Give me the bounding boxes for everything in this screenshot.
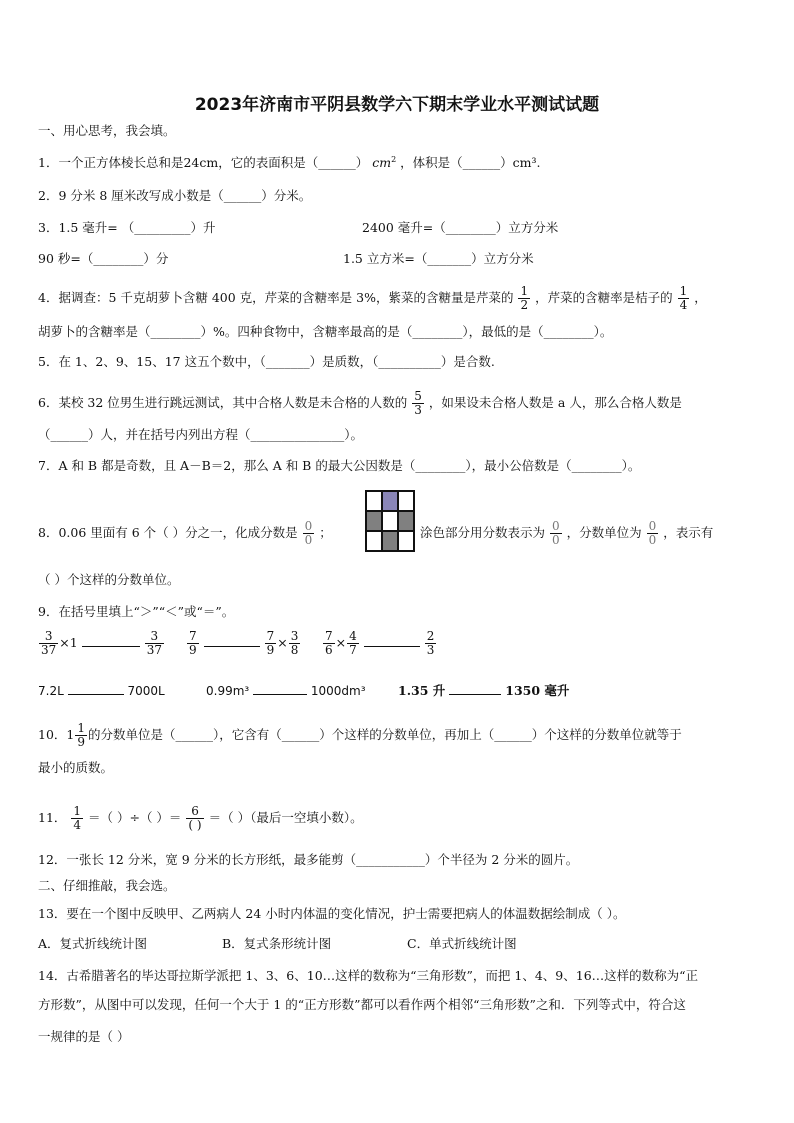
answer-blank[interactable] [449, 682, 501, 695]
question-14-line2: 方形数”，从图中可以发现，任何一个大于 1 的“正方形数”都可以看作两个相邻“三角形数”之和．下列等式中，符合这 [38, 997, 686, 1012]
question-3d: 1.5 立方米=（_______）立方分米 [343, 251, 534, 266]
question-3a: 3．1.5 毫升= （_________）升 [38, 220, 216, 235]
page-title: 2023年济南市平阴县数学六下期末学业水平测试试题 [194, 95, 600, 115]
q13-option-b[interactable]: B．复式条形统计图 [222, 936, 332, 951]
question-9-row1: $\frac{3}{37}$ ×1 $\frac{3}{37}$ [41, 629, 162, 657]
question-9-title: 9．在括号里填上“＞”“＜”或“＝”。 [38, 604, 235, 619]
fraction: $\frac{3}{37}$ [146, 629, 162, 657]
question-13: 13．要在一个图中反映甲、乙两病人 24 小时内体温的变化情况，护士需要把病人的体温数据绘制成（ ）。 [38, 906, 626, 921]
fraction-placeholder: $\frac{0}{0}$ [552, 519, 560, 547]
fraction: $\frac{5}{3}$ [414, 389, 422, 417]
q8-text-a: 8．0.06 里面有 6 个（ ）分之一，化成分数是 [38, 525, 298, 540]
section-heading-1: 一、用心思考，我会填。 [38, 123, 176, 138]
question-12: 12．一张长 12 分米，宽 9 分米的长方形纸，最多能剪（___________）个半径为 2 分米的圆片。 [38, 852, 579, 867]
question-9-row1-b: $\frac{7}{9}$ $\frac{7}{9}$ × $\frac{3}{8}$ [189, 629, 299, 657]
question-10-line2: 最小的质数。 [38, 760, 114, 775]
question-9-row2-c: 1.35 升 1350 毫升 [398, 683, 570, 698]
q6-text-a: 6．某校 32 位男生进行跳远测试，其中合格人数是未合格的人数的 [38, 395, 408, 410]
question-8-right: 涂色部分用分数表示为 $\frac{0}{0}$ ，分数单位为 $\frac{0}{0}$ ，表示有 [420, 519, 714, 547]
question-9-row1-c: $\frac{7}{6}$ × $\frac{4}{7}$ $\frac{2}{3}$ [325, 629, 435, 657]
fraction-placeholder: $\frac{0}{0}$ [304, 519, 313, 547]
question-9-row2-a: 7.2L 7000L [38, 684, 165, 698]
grid-cell [398, 491, 414, 511]
fraction: $\frac{1}{4}$ [679, 284, 688, 312]
answer-blank[interactable] [204, 634, 260, 647]
question-6 [38, 390, 682, 417]
question-11: 11． $\frac{1}{4}$ ＝（ ）÷（ ）＝ $\frac{6}{( )}$ ＝（ ）（最后一空填小数）。 [38, 804, 363, 832]
question-3b: 2400 毫升=（________）立方分米 [362, 220, 559, 235]
fraction: $\frac{2}{3}$ [426, 629, 435, 657]
grid-cell [398, 531, 414, 551]
question-9-row2-b: 0.99m³ 1000dm³ [206, 684, 366, 698]
q4-text-a: 4．据调查：5 千克胡萝卜含糖 400 克，芹菜的含糖率是 3%，紫菜的含糖量是芹菜的 [38, 290, 514, 305]
grid-cell [366, 531, 382, 551]
q13-option-a[interactable]: A．复式折线统计图 [38, 936, 148, 951]
q1-unit: cm [372, 155, 392, 171]
answer-blank[interactable] [253, 682, 307, 695]
q6-text-b: ，如果设未合格人数是 a 人，那么合格人数是 [428, 395, 682, 410]
fraction: $\frac{7}{9}$ [189, 629, 197, 657]
question-1: 1．一个正方体棱长总和是24cm，它的表面积是（______） $cm^2$ ，体积是（______）cm³. [38, 155, 541, 171]
fraction-placeholder: $\frac{0}{0}$ [648, 519, 657, 547]
question-5: 5．在 1、2、9、15、17 这五个数中，（_______）是质数，（__________）是合数. [38, 354, 495, 369]
grid-cell [382, 511, 398, 531]
question-8-line2: （ ）个这样的分数单位。 [38, 572, 180, 587]
question-14-line1: 14．古希腊著名的毕达哥拉斯学派把 1、3、6、10…这样的数称为“三角形数”，而把 1、4、9、16…这样的数称为“正 [38, 968, 699, 983]
question-7: 7．A 和 B 都是奇数，且 A－B＝2，那么 A 和 B 的最大公因数是（________），最小公倍数是（________）。 [38, 458, 641, 473]
grid-cell [366, 491, 382, 511]
fraction: $\frac{1}{4}$ [73, 804, 82, 832]
fraction: $\frac{4}{7}$ [349, 629, 357, 657]
fraction: $\frac{1}{2}$ [520, 284, 529, 312]
q4-text-b: ，芹菜的含糖率是桔子的 [535, 290, 673, 305]
fraction: $\frac{3}{37}$ [41, 629, 57, 657]
question-4-line2: 胡萝卜的含糖率是（________）%。四种食物中，含糖率最高的是（________），最低的是（________）。 [38, 324, 613, 339]
fraction: $\frac{3}{8}$ [290, 629, 299, 657]
question-10: 10．1 $\frac{1}{9}$ 的分数单位是（______），它含有（______）个这样的分数单位，再加上（______）个这样的分数单位就等于 [38, 721, 682, 749]
grid-cell-shaded [382, 531, 398, 551]
question-6-line2: （______）人，并在括号内列出方程（_______________）。 [38, 427, 364, 442]
q1-text-b: ，体积是（______）cm³. [400, 155, 541, 171]
question-14-line3: 一规律的是（ ） [38, 1029, 130, 1044]
shaded-grid-figure [365, 490, 415, 552]
fraction: $\frac{7}{9}$ [266, 629, 275, 657]
fraction: $\frac{1}{9}$ [77, 721, 85, 749]
grid-cell-shaded [366, 511, 382, 531]
question-3c: 90 秒=（________）分 [38, 251, 169, 266]
answer-blank[interactable] [68, 682, 124, 695]
question-4 [38, 285, 707, 312]
question-2: 2．9 分米 8 厘米改写成小数是（______）分米。 [38, 188, 312, 203]
section-heading-2: 二、仔细推敲，我会选。 [38, 878, 176, 893]
fraction: $\frac{6}{( )}$ [188, 804, 202, 832]
answer-blank[interactable] [82, 634, 140, 647]
question-8: 8．0.06 里面有 6 个（ ）分之一，化成分数是 $\frac{0}{0}$ ； [38, 519, 332, 547]
q4-text-c: ， [694, 290, 707, 305]
grid-cell-shaded [382, 491, 398, 511]
answer-blank[interactable] [364, 634, 420, 647]
q13-option-c[interactable]: C．单式折线统计图 [407, 936, 517, 951]
grid-cell-shaded [398, 511, 414, 531]
q1-text-a: 1．一个正方体棱长总和是24cm，它的表面积是（______） [38, 155, 369, 171]
fraction: $\frac{7}{6}$ [325, 629, 333, 657]
